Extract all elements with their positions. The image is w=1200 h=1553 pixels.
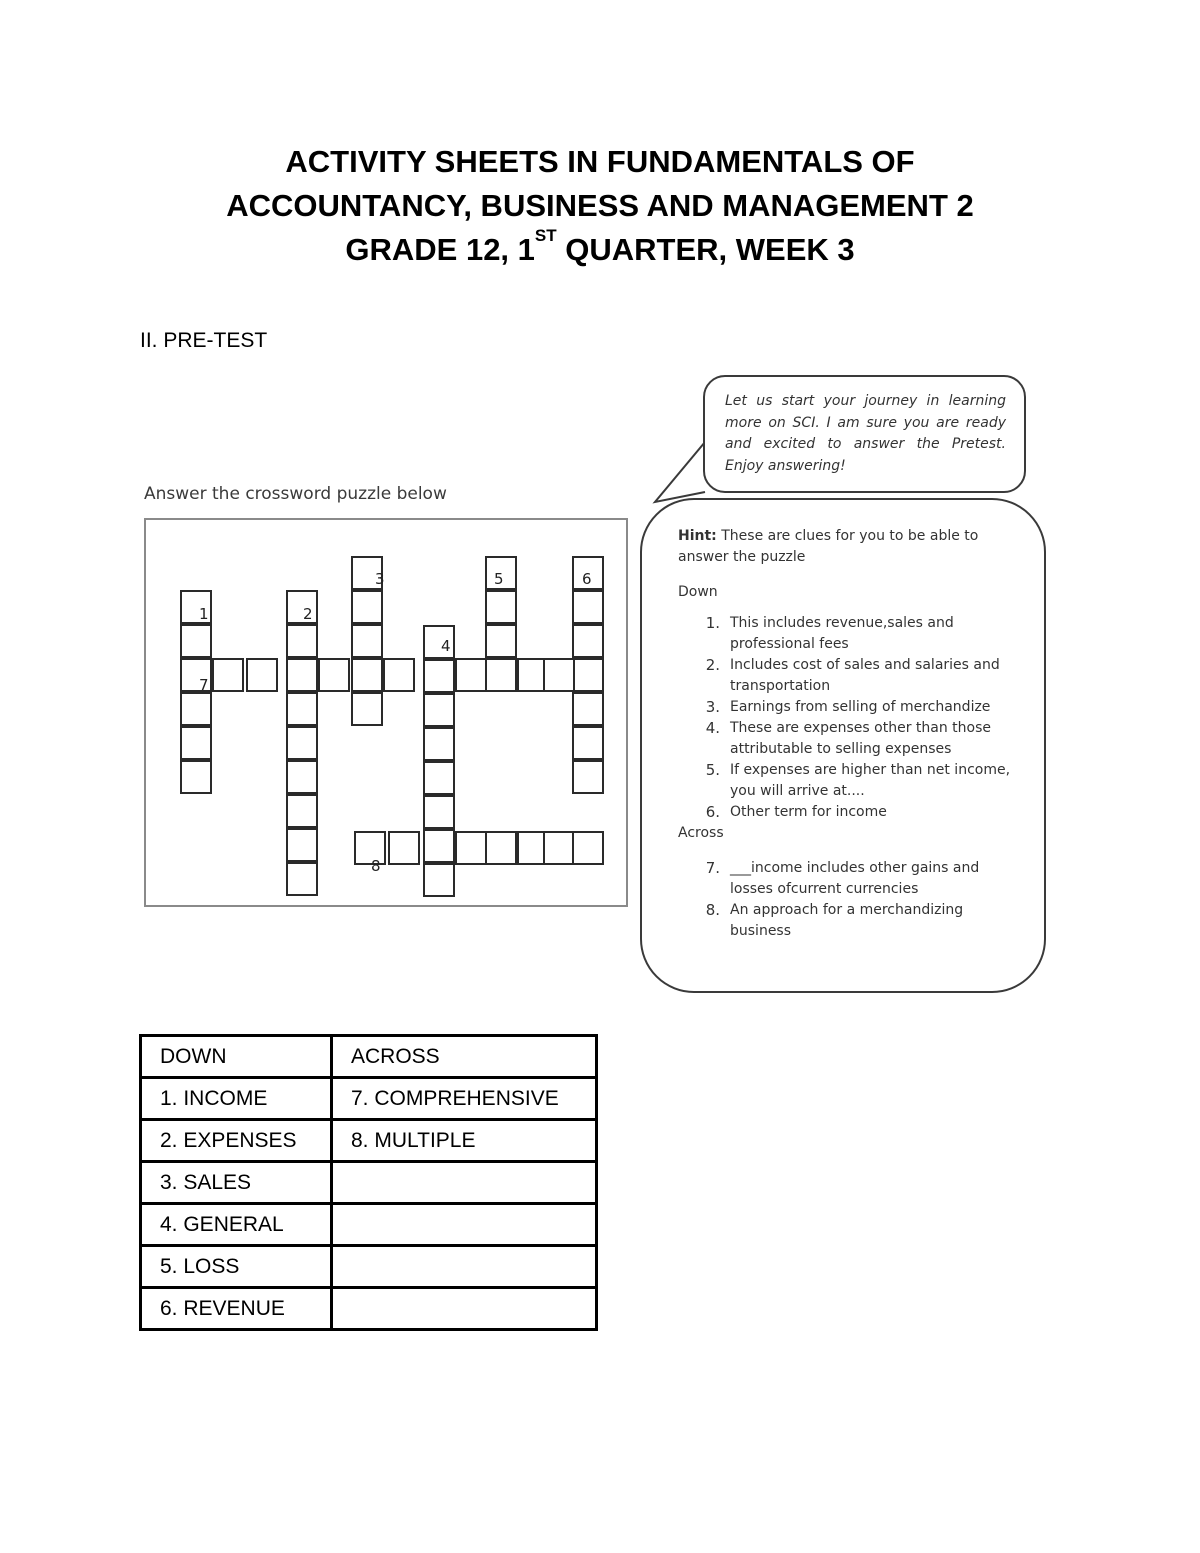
crossword-cell-down-2[interactable] (286, 624, 318, 658)
crossword-cell-across-7[interactable] (455, 658, 487, 692)
clue-text: ___income includes other gains and losses ofcurrent currencies (730, 860, 980, 897)
crossword-cell-across-8[interactable] (572, 831, 604, 865)
across-answer: 7. COMPREHENSIVE (332, 1078, 597, 1120)
down-answer: 3. SALES (141, 1162, 332, 1204)
clue-item (694, 760, 1014, 802)
crossword-cell-down-6[interactable] (572, 590, 604, 624)
crossword-cell-across-8[interactable] (543, 831, 575, 865)
hint-intro (678, 526, 1014, 568)
crossword-cell-down-4[interactable] (423, 829, 455, 863)
table-row (141, 1078, 597, 1120)
down-clue-list (678, 613, 1014, 823)
table-row (141, 1288, 597, 1330)
clue-item (694, 802, 1014, 823)
down-answer: 2. EXPENSES (141, 1120, 332, 1162)
section-title: II. PRE-TEST (140, 329, 268, 352)
across-answer (332, 1246, 597, 1288)
down-answer: 4. GENERAL (141, 1204, 332, 1246)
across-answer (332, 1162, 597, 1204)
crossword-cell-down-2[interactable] (286, 862, 318, 896)
crossword-number: 5 (494, 570, 504, 588)
crossword-cell-across-7[interactable] (543, 658, 575, 692)
crossword-cell-down-6[interactable] (572, 726, 604, 760)
title-line-3-pre: GRADE 12, 1 (345, 232, 535, 267)
crossword-cell-down-5[interactable] (485, 658, 517, 692)
clue-item (694, 655, 1014, 697)
clue-text: Earnings from selling of merchandize (730, 699, 991, 715)
crossword-cell-across-8[interactable] (455, 831, 487, 865)
clue-number: 4. (705, 719, 720, 737)
title-line-3-post: QUARTER, WEEK 3 (556, 232, 855, 267)
crossword-cell-down-2[interactable] (286, 760, 318, 794)
title-line-1: ACTIVITY SHEETS IN FUNDAMENTALS OF (285, 144, 915, 179)
crossword-number: 4 (441, 637, 451, 655)
clue-text: If expenses are higher than net income, you will arrive at.... (730, 762, 1011, 799)
answer-table-header-row (141, 1036, 597, 1078)
crossword-cell-down-6[interactable] (572, 692, 604, 726)
title-line-3 (0, 228, 1200, 272)
crossword-cell-across-8[interactable] (485, 831, 517, 865)
crossword-cell-across-7[interactable] (383, 658, 415, 692)
crossword-cell-down-2[interactable] (286, 658, 318, 692)
crossword-cell-down-4[interactable] (423, 693, 455, 727)
crossword-cell-down-3[interactable] (351, 590, 383, 624)
crossword-cell-down-4[interactable] (423, 795, 455, 829)
crossword-cell-down-6[interactable] (572, 760, 604, 794)
crossword-cell-across-8[interactable] (354, 831, 386, 865)
clue-number: 7. (705, 859, 720, 877)
table-row (141, 1204, 597, 1246)
crossword-cell-down-4[interactable] (423, 727, 455, 761)
table-row (141, 1246, 597, 1288)
crossword-cell-down-3[interactable] (351, 624, 383, 658)
crossword-number: 8 (371, 857, 381, 875)
crossword-number: 6 (582, 570, 592, 588)
crossword-cell-down-2[interactable] (286, 794, 318, 828)
clue-number: 5. (705, 761, 720, 779)
clue-item (694, 613, 1014, 655)
crossword-cell-down-2[interactable] (286, 726, 318, 760)
crossword-cell-across-8[interactable] (388, 831, 420, 865)
crossword-number: 3 (375, 570, 385, 588)
clue-number: 3. (705, 698, 720, 716)
down-answer: 6. REVENUE (141, 1288, 332, 1330)
title-line-3-sup: ST (534, 226, 557, 245)
crossword-number: 7 (199, 676, 209, 694)
answer-table (139, 1034, 598, 1331)
header-down: DOWN (141, 1036, 332, 1078)
crossword-cell-down-3[interactable] (351, 658, 383, 692)
crossword-number: 2 (303, 605, 313, 623)
crossword-cell-across-7[interactable] (318, 658, 350, 692)
crossword-cell-down-1[interactable] (180, 624, 212, 658)
down-answer: 1. INCOME (141, 1078, 332, 1120)
crossword-cell-down-1[interactable] (180, 692, 212, 726)
crossword-cell-down-2[interactable] (286, 590, 318, 624)
header-across: ACROSS (332, 1036, 597, 1078)
clue-text: These are expenses other than those attributable to selling expenses (730, 720, 992, 757)
clue-number: 8. (705, 901, 720, 919)
clue-item (694, 900, 1014, 942)
crossword-cell-down-2[interactable] (286, 692, 318, 726)
clue-item (694, 697, 1014, 718)
hint-across-heading: Across (678, 825, 724, 841)
hint-box (640, 498, 1046, 993)
clue-number: 1. (705, 614, 720, 632)
down-answer: 5. LOSS (141, 1246, 332, 1288)
across-answer (332, 1204, 597, 1246)
puzzle-instruction: Answer the crossword puzzle below (144, 484, 447, 504)
clue-text: An approach for a merchandizing business (730, 902, 964, 939)
table-row (141, 1162, 597, 1204)
crossword-cell-across-7[interactable] (212, 658, 244, 692)
document-title (0, 140, 1200, 272)
hint-text: These are clues for you to be able to answer the puzzle (678, 528, 979, 565)
crossword-cell-down-3[interactable] (351, 692, 383, 726)
crossword-cell-down-5[interactable] (485, 624, 517, 658)
across-clue-list (678, 858, 1014, 942)
crossword-cell-down-5[interactable] (485, 590, 517, 624)
clue-number: 6. (705, 803, 720, 821)
table-row (141, 1120, 597, 1162)
crossword-cell-down-6[interactable] (572, 658, 604, 692)
crossword-cell-down-4[interactable] (423, 761, 455, 795)
hint-label: Hint: (678, 528, 717, 544)
crossword-cell-down-1[interactable] (180, 726, 212, 760)
crossword-cell-across-7[interactable] (246, 658, 278, 692)
hint-down-heading: Down (678, 584, 718, 600)
clue-text: This includes revenue,sales and professional fees (730, 615, 954, 652)
speech-bubble: Let us start your journey in learning more on SCI. I am sure you are ready and excited to answer the Pretest. Enjoy answering! (703, 375, 1026, 493)
crossword-cell-down-4[interactable] (423, 863, 455, 897)
title-line-2: ACCOUNTANCY, BUSINESS AND MANAGEMENT 2 (226, 188, 974, 223)
across-answer: 8. MULTIPLE (332, 1120, 597, 1162)
crossword-cell-down-2[interactable] (286, 828, 318, 862)
clue-text: Other term for income (730, 804, 887, 820)
crossword-cell-down-4[interactable] (423, 659, 455, 693)
clue-item (694, 718, 1014, 760)
across-answer (332, 1288, 597, 1330)
clue-text: Includes cost of sales and salaries and transportation (730, 657, 1000, 694)
crossword-number: 1 (199, 605, 209, 623)
clue-number: 2. (705, 656, 720, 674)
crossword-cell-down-6[interactable] (572, 624, 604, 658)
crossword-cell-down-1[interactable] (180, 760, 212, 794)
clue-item (694, 858, 1014, 900)
